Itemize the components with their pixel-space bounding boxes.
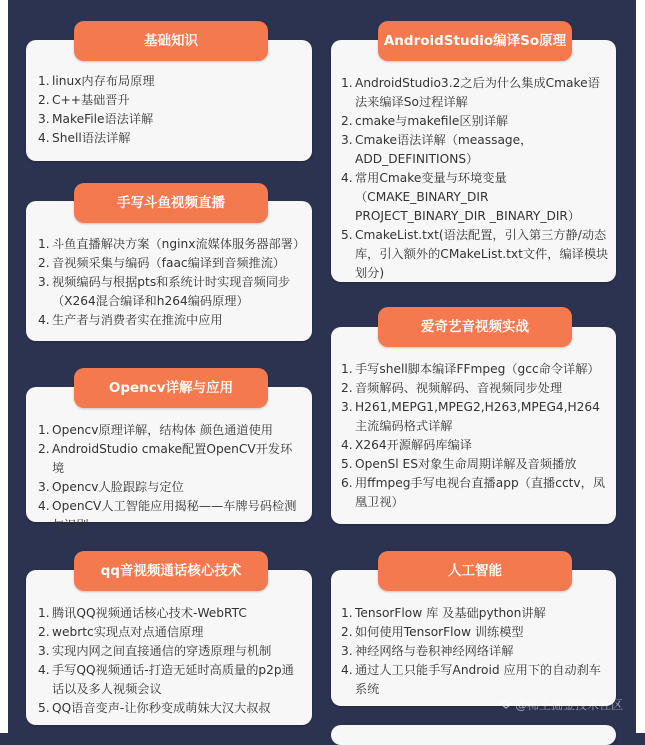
list-item: 3. Opencv人脸跟踪与定位 xyxy=(38,480,184,494)
list-item: 1. linux内存布局原理 xyxy=(38,74,155,88)
card-androidstudio xyxy=(331,40,616,282)
list-item: 3. 神经网络与卷积神经网络详解 xyxy=(341,644,514,658)
list-item: 3. MakeFile语法详解 xyxy=(38,112,154,126)
card-androidstudio-title: AndroidStudio编译So原理 xyxy=(378,21,572,61)
list-item: 3. H261,MEPG1,MPEG2,H263,MPEG4,H264主流编码格式详解 xyxy=(341,400,600,433)
list-item: 2. 如何使用TensorFlow 训练模型 xyxy=(341,625,524,639)
card-douyu-title: 手写斗鱼视频直播 xyxy=(74,183,268,223)
watermark: @稀土掘金技术社区 xyxy=(500,696,623,713)
card-opencv-title: Opencv详解与应用 xyxy=(74,368,268,408)
item-list xyxy=(38,72,304,148)
left-edge xyxy=(0,0,8,733)
list-item: 4. 生产者与消费者实在推流中应用 xyxy=(38,313,223,327)
item-list xyxy=(38,235,304,330)
list-item: 2. 音视频采集与编码（faac编译到音频推流） xyxy=(38,256,286,270)
list-item: 2. 音频解码、视频解码、音视频同步处理 xyxy=(341,381,563,395)
right-edge xyxy=(636,0,645,733)
list-item: 1. 手写shell脚本编译FFmpeg（gcc命令详解） xyxy=(341,362,600,376)
list-item: 4. 通过人工只能手写Android 应用下的自动刹车系统 xyxy=(341,663,601,696)
list-item: 4. OpenCV人工智能应用揭秘——车牌号码检测与识别 xyxy=(38,499,297,532)
list-item: 1. Opencv原理详解，结构体 颜色通道使用 xyxy=(38,423,273,437)
list-item: 2. webrtc实现点对点通信原理 xyxy=(38,625,204,639)
list-item: 5. CmakeList.txt(语法配置，引入第三方静/动态库，引入额外的CMakeList.txt文件，编译模块划分) xyxy=(341,228,609,280)
item-list xyxy=(341,74,609,283)
card-qq xyxy=(26,570,312,725)
card-iqiyi-title: 爱奇艺音视频实战 xyxy=(378,307,572,347)
list-item: 4. 手写QQ视频通话-打造无延时高质量的p2p通话以及多人视频会议 xyxy=(38,663,294,696)
list-item: 5. OpenSl ES对象生命周期详解及音频播放 xyxy=(341,457,577,471)
list-item: 1. 斗鱼直播解决方案（nginx流媒体服务器部署） xyxy=(38,237,306,251)
list-item: 4. X264开源解码库编译 xyxy=(341,438,472,452)
list-item: 3. 视频编码与根据pts和系统计时实现音频同步（X264混合编译和h264编码原理） xyxy=(38,275,291,308)
card-qq-title: qq音视频通话核心技术 xyxy=(74,551,268,591)
item-list xyxy=(341,604,609,699)
list-item: 2. C++基础晋升 xyxy=(38,93,130,107)
list-item: 3. Cmake语法详解（meassage，ADD_DEFINITIONS） xyxy=(341,133,533,166)
juejin-logo-icon xyxy=(500,699,512,711)
list-item: 5. QQ语音变声-让你秒变成萌妹大汉大叔叔 xyxy=(38,701,271,715)
list-item: 1. 腾讯QQ视频通话核心技术-WebRTC xyxy=(38,606,247,620)
item-list xyxy=(341,360,609,512)
item-list xyxy=(38,604,304,718)
card-ai-title: 人工智能 xyxy=(378,551,572,591)
card-iqiyi xyxy=(331,327,616,524)
list-item: 1. TensorFlow 库 及基础python讲解 xyxy=(341,606,546,620)
list-item: 4. Shell语法详解 xyxy=(38,131,131,145)
list-item: 2. cmake与makefile区别详解 xyxy=(341,114,509,128)
list-item: 6. 用ffmpeg手写电视台直播app（直播cctv，凤凰卫视） xyxy=(341,476,606,509)
card-basics-title: 基础知识 xyxy=(74,21,268,61)
card-next-partial xyxy=(331,725,616,745)
list-item: 3. 实现内网之间直接通信的穿透原理与机制 xyxy=(38,644,272,658)
list-item: 2. AndroidStudio cmake配置OpenCV开发环境 xyxy=(38,442,293,475)
list-item: 4. 常用Cmake变量与环境变量（CMAKE_BINARY_DIR PROJECT_BINARY_DIR _BINARY_DIR） xyxy=(341,171,581,223)
list-item: 1. AndroidStudio3.2之后为什么集成Cmake语法来编译So过程详解 xyxy=(341,76,600,109)
item-list xyxy=(38,421,304,535)
